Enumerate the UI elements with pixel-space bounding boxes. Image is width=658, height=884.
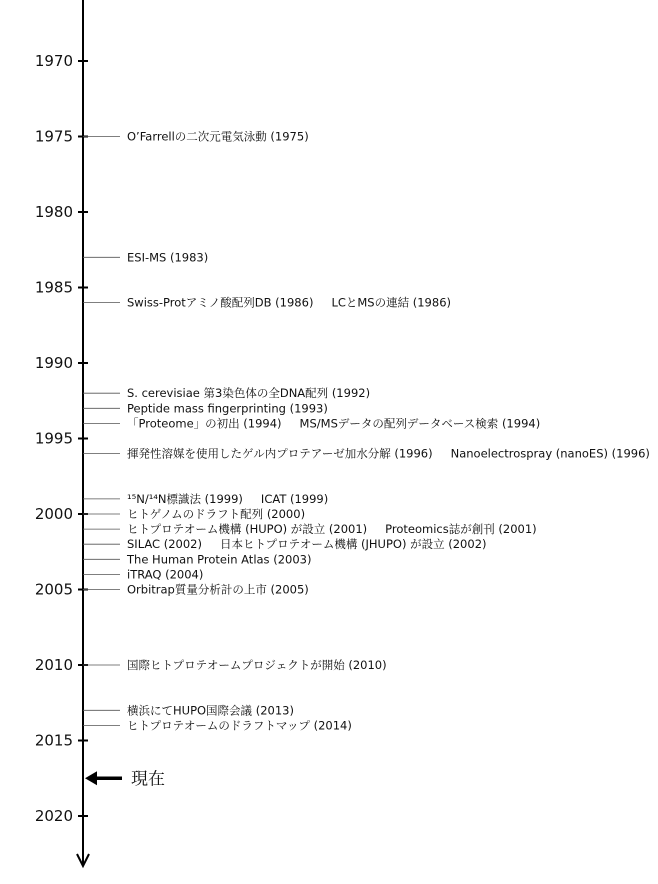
- event-label: ¹⁵N/¹⁴N標識法 (1999): [127, 491, 243, 506]
- events: [83, 130, 650, 733]
- event-label: 横浜にてHUPO国際会議 (2013): [127, 703, 294, 718]
- year-label: 2020: [34, 807, 73, 825]
- year-label: 1995: [34, 429, 73, 448]
- event-label: Proteomics誌が創刊 (2001): [385, 522, 537, 537]
- event-label: O’Farrellの二次元電気泳動 (1975): [127, 129, 309, 144]
- event-row: [127, 296, 451, 310]
- event-row: [127, 583, 309, 597]
- year-ticks: [35, 52, 88, 825]
- year-label: 1990: [34, 354, 73, 372]
- year-label: 1985: [34, 278, 73, 297]
- event-row: [127, 567, 203, 581]
- event-row: [126, 552, 311, 566]
- year-label: 2015: [34, 731, 73, 750]
- event-label: ヒトゲノムのドラフト配列 (2000): [127, 507, 306, 521]
- year-label: 1980: [34, 203, 73, 221]
- event-label: 日本ヒトプロテオーム機構 (JHUPO) が設立 (2002): [219, 537, 487, 552]
- event-row: [127, 130, 309, 144]
- event-label: ヒトプロテオームのドラフトマップ (2014): [127, 718, 352, 733]
- event-label: 「Proteome」の初出 (1994): [127, 416, 282, 431]
- event-label: MS/MSデータの配列データベース検索 (1994): [299, 416, 541, 431]
- event-label: 国際ヒトプロテオームプロジェクトが開始 (2010): [127, 658, 387, 672]
- now-marker: [85, 769, 165, 789]
- now-label: 現在: [131, 769, 165, 790]
- event-row: [127, 386, 370, 400]
- event-label: iTRAQ (2004): [127, 567, 204, 582]
- event-row: [127, 401, 328, 415]
- year-label: 1970: [34, 52, 73, 70]
- now-arrow-icon: [85, 771, 97, 785]
- event-row: [127, 718, 352, 732]
- year-label: 2005: [34, 580, 73, 599]
- event-label: Nanoelectrospray (nanoES) (1996): [450, 446, 650, 461]
- event-label: Peptide mass fingerprinting (1993): [127, 401, 328, 416]
- event-row: [127, 250, 208, 264]
- event-label: Orbitrap質量分析計の上市 (2005): [127, 582, 309, 597]
- event-label: Swiss-Protアミノ酸配列DB (1986): [127, 295, 314, 310]
- event-row: [127, 507, 305, 521]
- event-label: ICAT (1999): [260, 491, 329, 506]
- event-label: ヒトプロテオーム機構 (HUPO) が設立 (2001): [127, 522, 368, 537]
- event-row: [127, 537, 487, 551]
- event-label: LCとMSの連結 (1986): [331, 295, 451, 310]
- event-row: [127, 492, 328, 506]
- event-label: 揮発性溶媒を使用したゲル内プロテアーゼ加水分解 (1996): [127, 446, 433, 461]
- event-row: [127, 658, 387, 672]
- year-label: 2000: [34, 505, 73, 523]
- year-label: 2010: [34, 656, 73, 674]
- event-row: [127, 416, 540, 430]
- event-label: S. cerevisiae 第3染色体の全DNA配列 (1992): [127, 386, 371, 401]
- year-label: 1975: [34, 127, 73, 146]
- event-label: ESI-MS (1983): [127, 250, 209, 265]
- event-row: [127, 447, 650, 461]
- event-row: [127, 522, 537, 536]
- event-label: SILAC (2002): [127, 537, 202, 552]
- event-row: [127, 703, 294, 717]
- event-label: The Human Protein Atlas (2003): [127, 552, 312, 567]
